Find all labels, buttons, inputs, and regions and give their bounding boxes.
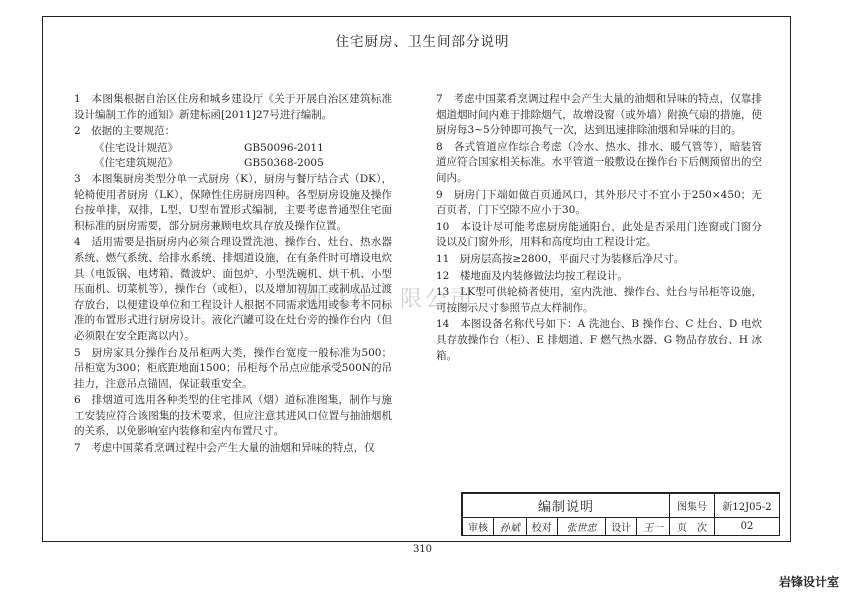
tb-review-label: 审核 <box>463 518 494 536</box>
tb-design-signature: 王一 <box>637 518 670 536</box>
right-column <box>436 92 762 365</box>
studio-label: 岩锋设计室 <box>778 575 839 589</box>
paragraph-5: 5 厨房家具分操作台及吊柜两大类，操作台宽度一般标准为500；吊柜宽为300；柜底距地面1500；吊柜每个吊点应能承受500N的吊挂力，注意吊点锚固，保证载重安全。 <box>74 346 392 390</box>
paragraph-2: 2 依据的主要规范： <box>74 125 176 138</box>
left-column <box>74 92 392 458</box>
paragraph-8: 8 各式管道应作综合考虑（冷水、热水、排水、暖气管等），暗装管道应符合国家相关标准。水平管道一般敷设在操作台下后侧预留出的空间内。 <box>436 140 762 184</box>
tb-check-label: 校对 <box>526 518 557 536</box>
tb-review-signature: 孙斌 <box>494 518 527 536</box>
title-block <box>461 492 780 536</box>
paragraph-11: 11 厨房层高按≥2800，平面尺寸为装修后净尺寸。 <box>436 252 685 265</box>
paragraph-4: 4 适用需要是指厨房内必须合理设置洗池、操作台、灶台、热水器系统、燃气系统、给排水系统、排烟道设施，在有条件时可增设电炊具（电饭锅、电烤箱、微波炉、面包炉、小型洗碗机、烘干机、小型压面机、切菜机等），操作台（或柜），以及增加初加工或制成品过渡存放台，以便建设单位和工程设计人根据不同需求选用或参考不同标准的布置形式进行厨房设计。液化汽罐可设在灶台旁的操作台内（但必须限在安全距离以内）。 <box>74 236 392 342</box>
tb-page-number: 02 <box>715 518 780 536</box>
code-list <box>74 141 392 172</box>
tb-design-label: 设计 <box>606 518 637 536</box>
page-title: 住宅厨房、卫生间部分说明 <box>335 34 510 50</box>
tb-atlas-label: 图集号 <box>670 494 715 518</box>
tb-atlas-number: 新12J05-2 <box>715 494 780 518</box>
page-number: 310 <box>412 544 433 555</box>
code-item: 《住宅建筑规范》 GB50368-2005 <box>94 157 324 170</box>
paragraph-6: 6 排烟道可选用各种类型的住宅排风（烟）道标准图集，制作与施工安装应符合该图集的技术要求，但应注意其进风口位置与抽油烟机的关系，以免影响室内装修和室内布置尺寸。 <box>74 394 392 438</box>
paragraph-9: 9 厨房门下端如做百页通风口，其外形尺寸不宜小于250×450；无百页者，门下空隙不应小于30。 <box>436 188 762 217</box>
paragraph-14: 14 本图设备名称代号如下：A 洗池台、B 操作台、C 灶台、D 电炊具存放操作台（柜）、E 排烟道、F 燃气热水器、G 物品存放台、H 冰箱。 <box>436 318 762 362</box>
paragraph-7: 7 考虑中国菜肴烹调过程中会产生大量的油烟和异味的特点，仅靠排烟道烟时间内难于排除烟气，故增设窗（或外墙）附换气扇的措施，使厨房每3~5分钟即可换气一次，达到迅速排除油烟和异味的目的。 <box>436 93 762 137</box>
tb-check-signature: 张世忠 <box>557 518 605 536</box>
paragraph-12: 12 楼地面及内装修做法均按工程设计。 <box>436 269 628 282</box>
paragraph-1: 1 本图集根据自治区住房和城乡建设厅《关于开展自治区建筑标准设计编制工作的通知》新建标函[2011]27号进行编制。 <box>74 93 392 121</box>
paragraph-3: 3 本图集厨房类型分单一式厨房（K），厨房与餐厅结合式（DK），轮椅使用者厨房（LK），保障性住房厨房四种。各型厨房设施及操作台按单排，双排，L型，U型布置形式编制，主要考虑普通型住宅面积标准的厨房需要，部分厨房兼顾电炊具存放及操作位置。 <box>74 172 392 232</box>
tb-page-label: 页 次 <box>670 518 715 536</box>
paragraph-10: 10 本设计尽可能考虑厨房能通阳台，此处是否采用门连窗或门窗分设以及门窗外形，用料和高度均由工程设计定。 <box>436 220 762 249</box>
code-item: 《住宅设计规范》 GB50096-2011 <box>94 141 324 154</box>
tb-drawing-name: 编制说明 <box>463 494 670 518</box>
paragraph-7-start: 7 考虑中国菜肴烹调过程中会产生大量的油烟和异味的特点，仅 <box>74 442 375 455</box>
watermark: 划设计 限公司 <box>300 287 476 312</box>
paragraph-13: 13 LK型可供轮椅者使用，室内洗池、操作台、灶台与吊柜等设施，可按图示尺寸参照节点大样制作。 <box>436 286 762 314</box>
